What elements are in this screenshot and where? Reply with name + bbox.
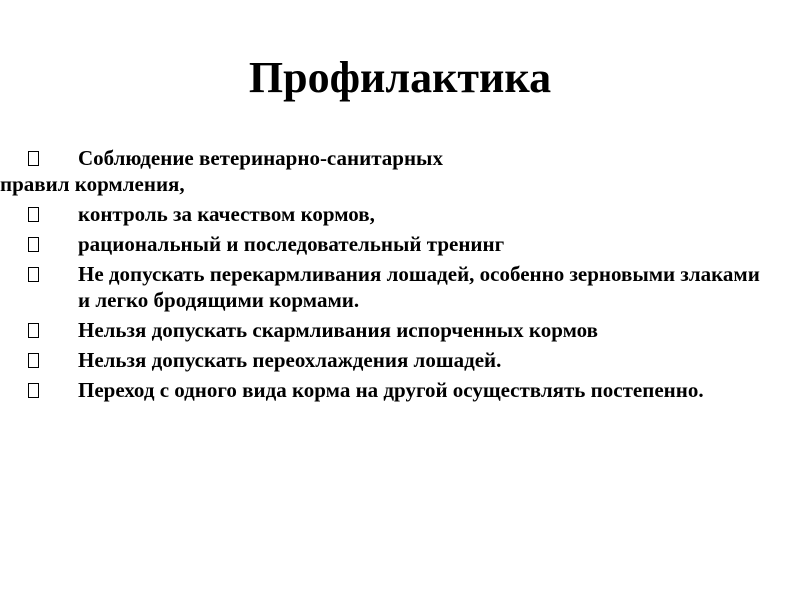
bullet-box-icon xyxy=(28,151,39,166)
list-item xyxy=(24,201,764,227)
list-item-continuation xyxy=(0,171,764,197)
list-item-text: Нельзя допускать переохлаждения лошадей. xyxy=(78,348,502,372)
slide-body xyxy=(0,145,764,407)
list-item-text: Не допускать перекармливания лошадей, особенно зерновыми злаками и легко бродящими кормами. xyxy=(78,262,760,312)
list-item xyxy=(24,261,764,313)
list-item-text: рациональный и последовательный тренинг xyxy=(78,232,505,256)
bullet-box-icon xyxy=(28,323,39,338)
list-item-text: Соблюдение ветеринарно-санитарных xyxy=(78,146,443,170)
bullet-box-icon xyxy=(28,207,39,222)
list-item-text: контроль за качеством кормов, xyxy=(78,202,375,226)
list-item-text: Переход с одного вида корма на другой осуществлять постепенно. xyxy=(78,378,704,402)
bullet-box-icon xyxy=(28,237,39,252)
list-item-text: правил кормления, xyxy=(0,172,185,196)
bullet-box-icon xyxy=(28,267,39,282)
slide-title: Профилактика xyxy=(248,53,552,102)
list-item-text: Нельзя допускать скармливания испорченных кормов xyxy=(78,318,598,342)
bullet-box-icon xyxy=(28,383,39,398)
bullet-box-icon xyxy=(28,353,39,368)
list-item xyxy=(24,145,764,171)
list-item xyxy=(24,317,764,343)
list-item xyxy=(24,347,764,373)
list-item xyxy=(24,231,764,257)
list-item xyxy=(24,377,764,403)
